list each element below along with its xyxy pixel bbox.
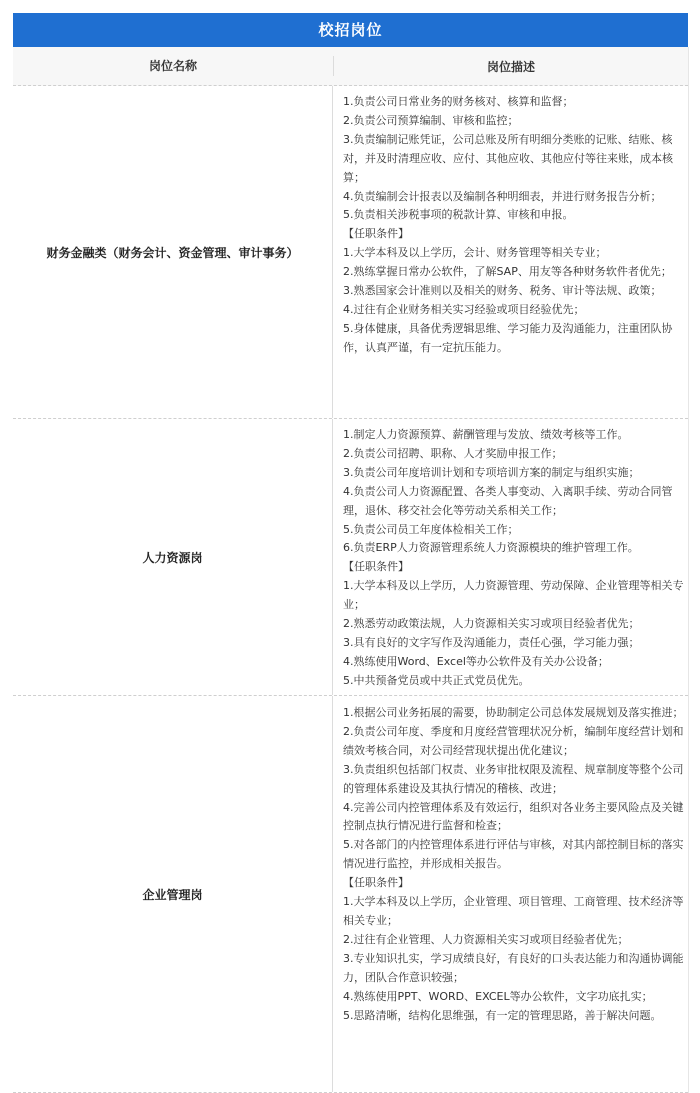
desc-line: 5.中共预备党员或中共正式党员优先。 xyxy=(343,673,530,687)
page-title: 校招岗位 xyxy=(13,13,688,47)
position-desc xyxy=(333,696,688,1092)
desc-line: 4.完善公司内控管理体系及有效运行，组织对各业务主要风险点及关键控制点执行情况进行监督和检查； xyxy=(343,800,684,833)
desc-line: 3.熟悉国家会计准则以及相关的财务、税务、审计等法规、政策； xyxy=(343,284,662,298)
desc-line: 4.负责编制会计报表以及编制各种明细表，并进行财务报告分析； xyxy=(343,189,662,203)
desc-line: 1.大学本科及以上学历，人力资源管理、劳动保障、企业管理等相关专业； xyxy=(343,579,684,612)
desc-line: 3.负责公司年度培训计划和专项培训方案的制定与组织实施； xyxy=(343,465,640,479)
job-table xyxy=(13,47,689,1093)
desc-line: 1.负责公司日常业务的财务核对、核算和监督； xyxy=(343,95,574,108)
requirements-heading: 【任职条件】 xyxy=(343,560,409,574)
desc-line: 2.熟练掌握日常办公软件，了解SAP、用友等各种财务软件者优先； xyxy=(343,265,672,279)
position-name: 人力资源岗 xyxy=(13,419,333,695)
position-name: 财务金融类（财务会计、资金管理、审计事务） xyxy=(13,86,333,418)
desc-line: 1.制定人力资源预算、薪酬管理与发放、绩效考核等工作。 xyxy=(343,428,629,441)
header-position-name: 岗位名称 xyxy=(13,56,334,76)
requirements-heading: 【任职条件】 xyxy=(343,227,409,241)
desc-line: 1.大学本科及以上学历，企业管理、项目管理、工商管理、技术经济等相关专业； xyxy=(343,895,684,927)
desc-line: 3.负责编制记账凭证，公司总账及所有明细分类账的记账、结账、核对，并及时清理应收、应付、其他应收、其他应付等往来账，成本核算； xyxy=(343,132,673,184)
desc-line: 4.负责公司人力资源配置、各类人事变动、入离职手续、劳动合同管理，退休、移交社会化等劳动关系相关工作； xyxy=(343,484,673,517)
header-position-desc: 岗位描述 xyxy=(486,59,535,74)
table-row xyxy=(13,696,688,1093)
desc-line: 3.具有良好的文字写作及沟通能力，责任心强，学习能力强； xyxy=(343,635,640,649)
desc-line: 2.过往有企业管理、人力资源相关实习或项目经验者优先； xyxy=(343,932,629,946)
position-desc xyxy=(333,419,688,695)
position-name: 企业管理岗 xyxy=(13,696,333,1092)
desc-line: 5.对各部门的内控管理体系进行评估与审核，对其内部控制目标的落实情况进行监控，并形成相关报告。 xyxy=(343,838,684,871)
table-row xyxy=(13,86,688,419)
desc-line: 5.负责相关涉税事项的税款计算、审核和申报。 xyxy=(343,208,574,222)
desc-line: 5.负责公司员工年度体检相关工作； xyxy=(343,522,519,536)
desc-line: 2.负责公司招聘、职称、人才奖励申报工作； xyxy=(343,446,563,460)
desc-line: 2.负责公司年度、季度和月度经营管理状况分析，编制年度经营计划和绩效考核合同，对公司经营现状提出优化建议； xyxy=(343,724,684,757)
desc-line: 5.思路清晰，结构化思维强，有一定的管理思路，善于解决问题。 xyxy=(343,1008,662,1022)
desc-line: 1.根据公司业务拓展的需要，协助制定公司总体发展规划及落实推进； xyxy=(343,706,684,719)
desc-line: 4.熟练使用PPT、WORD、EXCEL等办公软件，文字功底扎实； xyxy=(343,989,653,1003)
desc-line: 2.熟悉劳动政策法规，人力资源相关实习或项目经验者优先； xyxy=(343,617,640,631)
desc-line: 2.负责公司预算编制、审核和监控； xyxy=(343,113,519,127)
desc-line: 4.过往有企业财务相关实习经验或项目经验优先； xyxy=(343,302,585,316)
position-desc xyxy=(333,86,688,418)
desc-line: 5.身体健康，具备优秀逻辑思维、学习能力及沟通能力，注重团队协作，认真严谨，有一定抗压能力。 xyxy=(343,321,673,354)
table-header xyxy=(13,47,688,86)
requirements-heading: 【任职条件】 xyxy=(343,876,409,890)
desc-line: 1.大学本科及以上学历，会计、财务管理等相关专业； xyxy=(343,246,607,260)
desc-line: 3.负责组织包括部门权责、业务审批权限及流程、规章制度等整个公司的管理体系建设及其执行情况的稽核、改进； xyxy=(343,762,684,795)
table-row xyxy=(13,419,688,696)
desc-line: 6.负责ERP人力资源管理系统人力资源模块的维护管理工作。 xyxy=(343,541,639,555)
desc-line: 4.熟练使用Word、Excel等办公软件及有关办公设备； xyxy=(343,654,609,668)
desc-line: 3.专业知识扎实，学习成绩良好，有良好的口头表达能力和沟通协调能力，团队合作意识较强； xyxy=(343,951,684,984)
